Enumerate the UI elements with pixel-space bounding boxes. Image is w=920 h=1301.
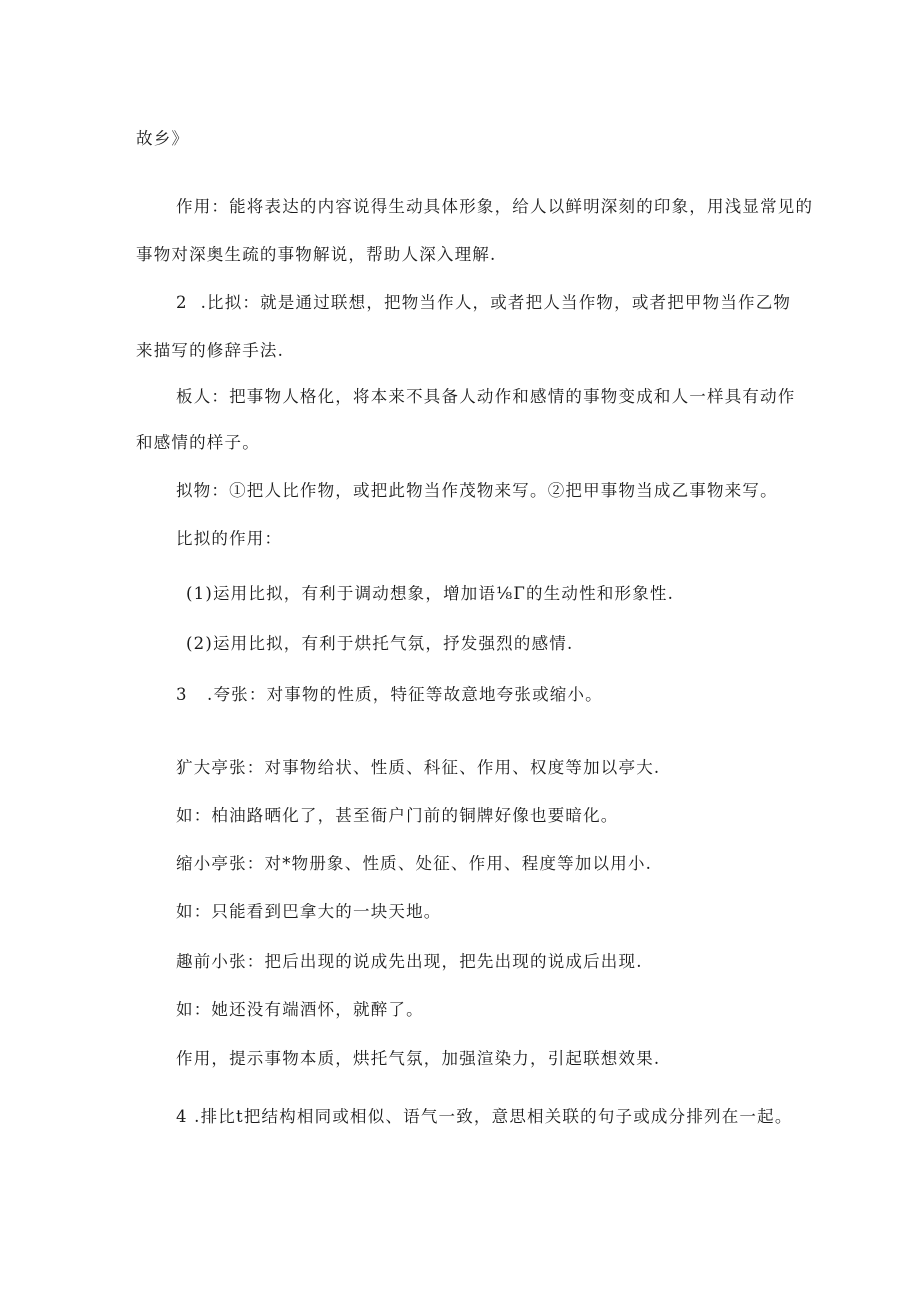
text-line-simile-effect-1: 作用：能将表达的内容说得生动具体形象，给人以鲜明深刻的印象，用浅显常见的 <box>176 197 814 216</box>
text-line-heading-fragment: 故乡》 <box>136 129 190 148</box>
text-line-personification-effect-title: 比拟的作用： <box>176 529 283 548</box>
text-line-personification-def-2: 来描写的修辞手法. <box>136 341 285 360</box>
text-line-personification-def-1: 2 .比拟：就是通过联想，把物当作人，或者把人当作物，或者把甲物当作乙物 <box>176 293 792 312</box>
text-line-exaggerate-enlarge: 犷大亭张：对事物给状、性质、科征、作用、权度等加以亭大. <box>176 758 661 777</box>
text-line-exaggerate-advance: 趣前小张：把后出现的说成先出现，把先出现的说成后出现. <box>176 952 643 971</box>
text-line-example-2: 如：只能看到巴拿大的一块天地。 <box>176 902 442 921</box>
text-line-personify-2: 和感情的样子。 <box>136 433 260 452</box>
text-line-hyperbole-def: 3 .夸张：对事物的性质，特征等故意地夸张或缩小。 <box>176 685 603 704</box>
text-line-parallelism-def: 4 .排比t把结构相同或相似、语气一致，意思相关联的句子或成分排列在一起。 <box>176 1107 793 1126</box>
text-line-exaggerate-shrink: 缩小亭张：对*物册象、性质、处征、作用、程度等加以用小. <box>176 854 653 873</box>
text-line-simile-effect-2: 事物对深奥生疏的事物解说，帮助人深入理解. <box>136 245 497 264</box>
text-line-effect-2: (2)运用比拟，有利于烘托气氛，抒发强烈的感情. <box>186 634 574 653</box>
text-line-hyperbole-effect: 作用，提示事物本质，烘托气氛，加强渲染力，引起联想效果. <box>176 1049 661 1068</box>
text-line-personify-1: 板人：把事物人格化，将本来不具备人动作和感情的事物变成和人一样具有动作 <box>176 387 796 406</box>
text-line-example-1: 如：柏油路晒化了，甚至衙户门前的铜牌好像也要暗化。 <box>176 806 619 825</box>
text-line-objectify: 拟物：①把人比作物，或把此物当作茂物来写。②把甲事物当成乙事物来写。 <box>176 481 778 500</box>
text-line-example-3: 如：她还没有端酒怀，就醉了。 <box>176 1000 424 1019</box>
text-line-effect-1: (1)运用比拟，有利于调动想象，增加语⅛Γ的生动性和形象性. <box>186 584 675 603</box>
